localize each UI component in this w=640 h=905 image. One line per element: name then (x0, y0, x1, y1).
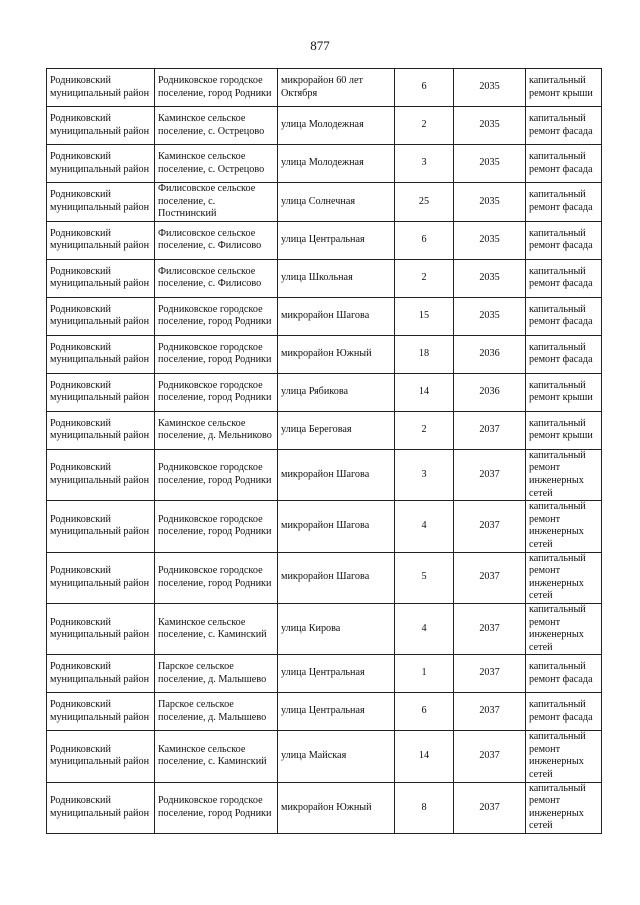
work-type-cell: капитальный ремонт фасада (526, 145, 602, 183)
district-cell: Родниковский муниципальный район (47, 145, 155, 183)
district-cell: Родниковский муниципальный район (47, 69, 155, 107)
table-row (47, 411, 602, 449)
house-number-cell: 8 (395, 782, 454, 833)
table-row (47, 693, 602, 731)
district-cell: Родниковский муниципальный район (47, 297, 155, 335)
year-cell: 2037 (454, 655, 526, 693)
house-number-cell: 14 (395, 731, 454, 782)
year-cell: 2035 (454, 221, 526, 259)
table-row (47, 655, 602, 693)
table-row (47, 107, 602, 145)
settlement-cell: Родниковское городское поселение, город Родники (155, 552, 278, 603)
work-type-cell: капитальный ремонт инженерных сетей (526, 603, 602, 654)
settlement-cell: Филисовское сельское поселение, с. Филисово (155, 259, 278, 297)
work-type-cell: капитальный ремонт крыши (526, 411, 602, 449)
work-type-cell: капитальный ремонт фасада (526, 221, 602, 259)
registry-table (46, 68, 602, 834)
work-type-cell: капитальный ремонт инженерных сетей (526, 731, 602, 782)
table-row (47, 145, 602, 183)
year-cell: 2035 (454, 259, 526, 297)
settlement-cell: Каминское сельское поселение, с. Каминский (155, 603, 278, 654)
district-cell: Родниковский муниципальный район (47, 693, 155, 731)
street-cell: улица Школьная (278, 259, 395, 297)
year-cell: 2035 (454, 69, 526, 107)
street-cell: микрорайон Шагова (278, 297, 395, 335)
settlement-cell: Родниковское городское поселение, город Родники (155, 373, 278, 411)
year-cell: 2037 (454, 731, 526, 782)
house-number-cell: 5 (395, 552, 454, 603)
district-cell: Родниковский муниципальный район (47, 259, 155, 297)
settlement-cell: Родниковское городское поселение, город Родники (155, 449, 278, 500)
work-type-cell: капитальный ремонт инженерных сетей (526, 552, 602, 603)
year-cell: 2035 (454, 297, 526, 335)
street-cell: улица Центральная (278, 693, 395, 731)
table-row (47, 449, 602, 500)
house-number-cell: 1 (395, 655, 454, 693)
district-cell: Родниковский муниципальный район (47, 655, 155, 693)
work-type-cell: капитальный ремонт фасада (526, 693, 602, 731)
street-cell: улица Рябикова (278, 373, 395, 411)
house-number-cell: 2 (395, 259, 454, 297)
year-cell: 2037 (454, 552, 526, 603)
work-type-cell: капитальный ремонт фасада (526, 335, 602, 373)
work-type-cell: капитальный ремонт инженерных сетей (526, 501, 602, 552)
year-cell: 2036 (454, 373, 526, 411)
district-cell: Родниковский муниципальный район (47, 731, 155, 782)
street-cell: улица Солнечная (278, 183, 395, 222)
settlement-cell: Филисовское сельское поселение, с. Филисово (155, 221, 278, 259)
street-cell: микрорайон Шагова (278, 449, 395, 500)
settlement-cell: Каминское сельское поселение, д. Мельниково (155, 411, 278, 449)
street-cell: микрорайон Шагова (278, 501, 395, 552)
street-cell: улица Кирова (278, 603, 395, 654)
table-row (47, 552, 602, 603)
settlement-cell: Каминское сельское поселение, с. Острецово (155, 107, 278, 145)
year-cell: 2037 (454, 411, 526, 449)
district-cell: Родниковский муниципальный район (47, 552, 155, 603)
settlement-cell: Родниковское городское поселение, город Родники (155, 501, 278, 552)
settlement-cell: Родниковское городское поселение, город Родники (155, 297, 278, 335)
settlement-cell: Каминское сельское поселение, с. Каминский (155, 731, 278, 782)
year-cell: 2037 (454, 603, 526, 654)
district-cell: Родниковский муниципальный район (47, 183, 155, 222)
street-cell: улица Береговая (278, 411, 395, 449)
house-number-cell: 25 (395, 183, 454, 222)
district-cell: Родниковский муниципальный район (47, 411, 155, 449)
district-cell: Родниковский муниципальный район (47, 449, 155, 500)
table-row (47, 69, 602, 107)
house-number-cell: 3 (395, 449, 454, 500)
year-cell: 2035 (454, 107, 526, 145)
table-row (47, 501, 602, 552)
settlement-cell: Родниковское городское поселение, город Родники (155, 69, 278, 107)
district-cell: Родниковский муниципальный район (47, 782, 155, 833)
work-type-cell: капитальный ремонт фасада (526, 183, 602, 222)
house-number-cell: 3 (395, 145, 454, 183)
district-cell: Родниковский муниципальный район (47, 221, 155, 259)
settlement-cell: Каминское сельское поселение, с. Острецово (155, 145, 278, 183)
street-cell: микрорайон Шагова (278, 552, 395, 603)
settlement-cell: Родниковское городское поселение, город Родники (155, 335, 278, 373)
year-cell: 2037 (454, 693, 526, 731)
table-row (47, 782, 602, 833)
house-number-cell: 2 (395, 107, 454, 145)
street-cell: микрорайон Южный (278, 782, 395, 833)
table-row (47, 259, 602, 297)
table-row (47, 603, 602, 654)
table-row (47, 183, 602, 222)
table-row (47, 221, 602, 259)
district-cell: Родниковский муниципальный район (47, 335, 155, 373)
house-number-cell: 6 (395, 221, 454, 259)
district-cell: Родниковский муниципальный район (47, 107, 155, 145)
work-type-cell: капитальный ремонт фасада (526, 259, 602, 297)
work-type-cell: капитальный ремонт фасада (526, 655, 602, 693)
district-cell: Родниковский муниципальный район (47, 603, 155, 654)
settlement-cell: Родниковское городское поселение, город Родники (155, 782, 278, 833)
settlement-cell: Филисовское сельское поселение, с. Постнинский (155, 183, 278, 222)
street-cell: микрорайон 60 лет Октября (278, 69, 395, 107)
district-cell: Родниковский муниципальный район (47, 373, 155, 411)
work-type-cell: капитальный ремонт инженерных сетей (526, 449, 602, 500)
house-number-cell: 4 (395, 603, 454, 654)
page-number: 877 (310, 38, 330, 53)
house-number-cell: 4 (395, 501, 454, 552)
work-type-cell: капитальный ремонт крыши (526, 69, 602, 107)
work-type-cell: капитальный ремонт крыши (526, 373, 602, 411)
year-cell: 2037 (454, 501, 526, 552)
year-cell: 2035 (454, 145, 526, 183)
street-cell: улица Молодежная (278, 107, 395, 145)
work-type-cell: капитальный ремонт фасада (526, 297, 602, 335)
year-cell: 2035 (454, 183, 526, 222)
year-cell: 2036 (454, 335, 526, 373)
house-number-cell: 2 (395, 411, 454, 449)
settlement-cell: Парское сельское поселение, д. Малышево (155, 693, 278, 731)
house-number-cell: 15 (395, 297, 454, 335)
work-type-cell: капитальный ремонт инженерных сетей (526, 782, 602, 833)
table-row (47, 297, 602, 335)
table-row (47, 731, 602, 782)
district-cell: Родниковский муниципальный район (47, 501, 155, 552)
house-number-cell: 18 (395, 335, 454, 373)
house-number-cell: 6 (395, 69, 454, 107)
street-cell: улица Центральная (278, 221, 395, 259)
street-cell: улица Центральная (278, 655, 395, 693)
table-row (47, 373, 602, 411)
year-cell: 2037 (454, 782, 526, 833)
street-cell: улица Майская (278, 731, 395, 782)
street-cell: улица Молодежная (278, 145, 395, 183)
work-type-cell: капитальный ремонт фасада (526, 107, 602, 145)
street-cell: микрорайон Южный (278, 335, 395, 373)
year-cell: 2037 (454, 449, 526, 500)
table-row (47, 335, 602, 373)
house-number-cell: 14 (395, 373, 454, 411)
settlement-cell: Парское сельское поселение, д. Малышево (155, 655, 278, 693)
house-number-cell: 6 (395, 693, 454, 731)
